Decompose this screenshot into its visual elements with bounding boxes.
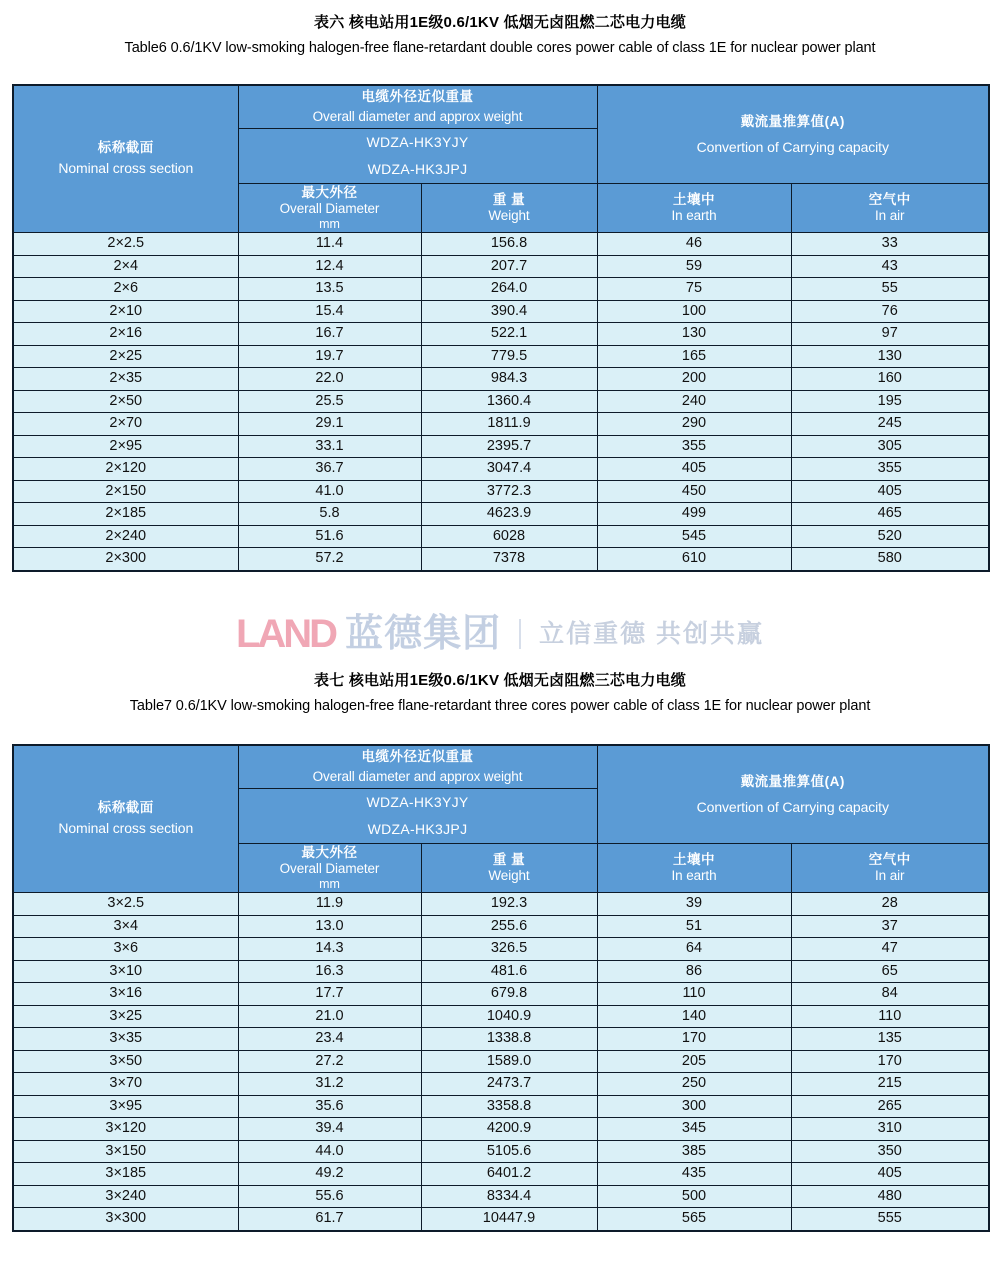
cell-in-earth: 86	[597, 960, 791, 983]
cell-weight: 2473.7	[421, 1073, 597, 1096]
cell-in-earth: 545	[597, 525, 791, 548]
cell-in-earth: 130	[597, 323, 791, 346]
cell-nominal-cross-section: 3×6	[13, 938, 238, 961]
header-diameter-cn: 最大外径	[301, 184, 358, 200]
table-row	[13, 1118, 989, 1141]
cable-table-7	[12, 744, 990, 1232]
header-earth-cn: 土壤中	[673, 852, 715, 868]
header-nominal-en: Nominal cross section	[58, 160, 194, 177]
cell-in-earth: 75	[597, 278, 791, 301]
cell-in-air: 350	[791, 1140, 989, 1163]
header-overall-diameter	[238, 844, 421, 893]
table-row	[13, 1005, 989, 1028]
cell-in-air: 195	[791, 390, 989, 413]
cell-weight: 6028	[421, 525, 597, 548]
header-diameter-unit: mm	[319, 216, 340, 231]
header-nominal-cn: 标称截面	[97, 800, 154, 816]
cell-nominal-cross-section: 3×240	[13, 1185, 238, 1208]
header-model-2: WDZA-HK3JPJ	[367, 821, 468, 837]
header-group-cn: 电缆外径近似重量	[361, 89, 474, 105]
table2-header	[13, 745, 989, 893]
cell-nominal-cross-section: 3×25	[13, 1005, 238, 1028]
header-air-cn: 空气中	[868, 852, 911, 868]
table-row	[13, 893, 989, 916]
cell-nominal-cross-section: 2×300	[13, 548, 238, 571]
cell-nominal-cross-section: 3×50	[13, 1050, 238, 1073]
cell-nominal-cross-section: 3×150	[13, 1140, 238, 1163]
cell-in-air: 215	[791, 1073, 989, 1096]
cell-in-air: 465	[791, 503, 989, 526]
cell-nominal-cross-section: 3×35	[13, 1028, 238, 1051]
cell-in-air: 33	[791, 233, 989, 256]
cell-in-earth: 405	[597, 458, 791, 481]
cell-weight: 984.3	[421, 368, 597, 391]
cell-overall-diameter: 57.2	[238, 548, 421, 571]
land-logo-icon	[236, 614, 501, 654]
table-row	[13, 960, 989, 983]
cell-overall-diameter: 22.0	[238, 368, 421, 391]
table2-title-cn: 表七 核电站用1E级0.6/1KV 低烟无卤阻燃三芯电力电缆	[314, 672, 686, 689]
cell-weight: 3358.8	[421, 1095, 597, 1118]
cell-overall-diameter: 21.0	[238, 1005, 421, 1028]
table-row	[13, 323, 989, 346]
cell-in-air: 480	[791, 1185, 989, 1208]
cell-in-earth: 100	[597, 300, 791, 323]
cell-in-air: 555	[791, 1208, 989, 1231]
cell-in-air: 245	[791, 413, 989, 436]
header-capacity-en: Convertion of Carrying capacity	[696, 138, 889, 155]
cell-weight: 6401.2	[421, 1163, 597, 1186]
cell-weight: 2395.7	[421, 435, 597, 458]
header-capacity-cn: 戴流量推算值(A)	[740, 773, 845, 789]
header-carrying-capacity-group	[597, 85, 989, 184]
cell-overall-diameter: 31.2	[238, 1073, 421, 1096]
header-air-cn: 空气中	[868, 192, 911, 208]
table-row	[13, 983, 989, 1006]
cell-weight: 7378	[421, 548, 597, 571]
cell-overall-diameter: 27.2	[238, 1050, 421, 1073]
header-capacity-en: Convertion of Carrying capacity	[696, 798, 889, 815]
cell-in-air: 355	[791, 458, 989, 481]
header-nominal-en: Nominal cross section	[58, 820, 194, 837]
table1-title-block	[0, 14, 1000, 57]
header-nominal-cross-section	[13, 85, 238, 233]
cell-weight: 3772.3	[421, 480, 597, 503]
header-in-air	[791, 844, 989, 893]
cell-overall-diameter: 11.4	[238, 233, 421, 256]
logo-slogan: 立信重德 共创共赢	[539, 619, 765, 648]
logo-company-name-cn: 蓝德集团	[345, 613, 502, 655]
cell-in-air: 37	[791, 915, 989, 938]
cell-nominal-cross-section: 2×150	[13, 480, 238, 503]
cell-weight: 1811.9	[421, 413, 597, 436]
table-row	[13, 435, 989, 458]
header-air-en: In air	[875, 208, 905, 223]
cell-overall-diameter: 49.2	[238, 1163, 421, 1186]
cell-weight: 522.1	[421, 323, 597, 346]
table1-title-en: Table6 0.6/1KV low-smoking halogen-free flane-retardant double cores power cable of class 1E for nuclear power plant	[124, 40, 876, 56]
cell-overall-diameter: 16.3	[238, 960, 421, 983]
cell-in-earth: 500	[597, 1185, 791, 1208]
cell-nominal-cross-section: 2×6	[13, 278, 238, 301]
cell-weight: 10447.9	[421, 1208, 597, 1231]
table-row	[13, 1140, 989, 1163]
table-row	[13, 1185, 989, 1208]
table2-title-block	[0, 672, 1000, 715]
cell-in-earth: 39	[597, 893, 791, 916]
cell-overall-diameter: 23.4	[238, 1028, 421, 1051]
cell-nominal-cross-section: 3×95	[13, 1095, 238, 1118]
cell-in-air: 43	[791, 255, 989, 278]
cell-in-earth: 170	[597, 1028, 791, 1051]
table-row	[13, 938, 989, 961]
table1-title-cn: 表六 核电站用1E级0.6/1KV 低烟无卤阻燃二芯电力电缆	[314, 14, 686, 31]
table-row	[13, 1073, 989, 1096]
cell-weight: 4623.9	[421, 503, 597, 526]
header-group-cn: 电缆外径近似重量	[361, 749, 474, 765]
cell-in-air: 76	[791, 300, 989, 323]
cell-overall-diameter: 39.4	[238, 1118, 421, 1141]
cell-weight: 207.7	[421, 255, 597, 278]
cell-nominal-cross-section: 2×16	[13, 323, 238, 346]
cell-overall-diameter: 36.7	[238, 458, 421, 481]
header-diameter-unit: mm	[319, 876, 340, 891]
cell-nominal-cross-section: 2×50	[13, 390, 238, 413]
table-row	[13, 413, 989, 436]
cell-overall-diameter: 44.0	[238, 1140, 421, 1163]
logo-divider	[519, 619, 521, 649]
table-row	[13, 300, 989, 323]
table-row	[13, 458, 989, 481]
cell-in-earth: 240	[597, 390, 791, 413]
cell-overall-diameter: 19.7	[238, 345, 421, 368]
cell-in-air: 28	[791, 893, 989, 916]
cell-in-earth: 345	[597, 1118, 791, 1141]
cell-weight: 156.8	[421, 233, 597, 256]
table-row	[13, 480, 989, 503]
cell-nominal-cross-section: 2×4	[13, 255, 238, 278]
table-row	[13, 368, 989, 391]
cell-in-air: 265	[791, 1095, 989, 1118]
cell-weight: 1040.9	[421, 1005, 597, 1028]
header-overall-diameter-weight-group	[238, 85, 597, 129]
header-weight-en: Weight	[488, 208, 530, 223]
cell-in-earth: 499	[597, 503, 791, 526]
table-row	[13, 1095, 989, 1118]
header-earth-en: In earth	[671, 868, 717, 883]
cell-overall-diameter: 11.9	[238, 893, 421, 916]
cell-nominal-cross-section: 2×70	[13, 413, 238, 436]
header-diameter-en: Overall Diameter	[279, 200, 380, 216]
cell-overall-diameter: 13.5	[238, 278, 421, 301]
table1-header	[13, 85, 989, 233]
header-weight	[421, 184, 597, 233]
cell-weight: 192.3	[421, 893, 597, 916]
cell-overall-diameter: 12.4	[238, 255, 421, 278]
table-row	[13, 503, 989, 526]
header-in-earth	[597, 184, 791, 233]
cell-in-air: 55	[791, 278, 989, 301]
cell-overall-diameter: 61.7	[238, 1208, 421, 1231]
cell-overall-diameter: 29.1	[238, 413, 421, 436]
cell-in-earth: 610	[597, 548, 791, 571]
header-weight-cn: 重 量	[492, 852, 526, 868]
header-capacity-cn: 戴流量推算值(A)	[740, 113, 845, 129]
cell-in-earth: 450	[597, 480, 791, 503]
table-row	[13, 345, 989, 368]
table-row	[13, 1050, 989, 1073]
header-earth-en: In earth	[671, 208, 717, 223]
table2-body	[13, 893, 989, 1231]
cell-nominal-cross-section: 2×120	[13, 458, 238, 481]
header-air-en: In air	[875, 868, 905, 883]
header-carrying-capacity-group	[597, 745, 989, 844]
cell-weight: 390.4	[421, 300, 597, 323]
cell-overall-diameter: 51.6	[238, 525, 421, 548]
cell-in-air: 97	[791, 323, 989, 346]
cell-in-earth: 385	[597, 1140, 791, 1163]
header-weight-en: Weight	[488, 868, 530, 883]
cell-overall-diameter: 25.5	[238, 390, 421, 413]
table1-body	[13, 233, 989, 571]
cell-nominal-cross-section: 2×185	[13, 503, 238, 526]
cell-in-earth: 435	[597, 1163, 791, 1186]
cell-nominal-cross-section: 3×120	[13, 1118, 238, 1141]
header-diameter-cn: 最大外径	[301, 844, 358, 860]
cell-overall-diameter: 16.7	[238, 323, 421, 346]
header-weight-cn: 重 量	[492, 192, 526, 208]
cell-nominal-cross-section: 3×4	[13, 915, 238, 938]
cell-in-air: 47	[791, 938, 989, 961]
cell-overall-diameter: 55.6	[238, 1185, 421, 1208]
table2-title-en: Table7 0.6/1KV low-smoking halogen-free flane-retardant three cores power cable of class 1E for nuclear power plant	[129, 698, 871, 714]
cell-in-earth: 46	[597, 233, 791, 256]
cell-in-air: 135	[791, 1028, 989, 1051]
cell-nominal-cross-section: 2×240	[13, 525, 238, 548]
cell-in-earth: 165	[597, 345, 791, 368]
cell-in-earth: 64	[597, 938, 791, 961]
company-watermark	[0, 606, 1000, 662]
cell-overall-diameter: 15.4	[238, 300, 421, 323]
cell-in-earth: 110	[597, 983, 791, 1006]
header-earth-cn: 土壤中	[673, 192, 715, 208]
cell-in-air: 160	[791, 368, 989, 391]
cell-in-earth: 200	[597, 368, 791, 391]
logo-wordmark: LAND	[235, 612, 336, 656]
cell-in-air: 310	[791, 1118, 989, 1141]
header-group-en: Overall diameter and approx weight	[312, 769, 523, 784]
cell-in-earth: 205	[597, 1050, 791, 1073]
cell-weight: 779.5	[421, 345, 597, 368]
header-diameter-en: Overall Diameter	[279, 860, 380, 876]
cell-in-earth: 51	[597, 915, 791, 938]
cell-in-air: 580	[791, 548, 989, 571]
table-row	[13, 548, 989, 571]
cell-nominal-cross-section: 3×185	[13, 1163, 238, 1186]
cell-nominal-cross-section: 2×35	[13, 368, 238, 391]
cell-in-earth: 565	[597, 1208, 791, 1231]
header-weight	[421, 844, 597, 893]
cell-weight: 8334.4	[421, 1185, 597, 1208]
cell-weight: 264.0	[421, 278, 597, 301]
table-row	[13, 278, 989, 301]
cell-in-air: 110	[791, 1005, 989, 1028]
table2-header-row-1	[13, 745, 989, 789]
cell-in-air: 520	[791, 525, 989, 548]
cell-weight: 255.6	[421, 915, 597, 938]
cell-weight: 679.8	[421, 983, 597, 1006]
cell-in-air: 130	[791, 345, 989, 368]
cell-overall-diameter: 41.0	[238, 480, 421, 503]
table-row	[13, 390, 989, 413]
cell-nominal-cross-section: 3×2.5	[13, 893, 238, 916]
cable-table-6	[12, 84, 990, 572]
cell-overall-diameter: 5.8	[238, 503, 421, 526]
cell-nominal-cross-section: 2×10	[13, 300, 238, 323]
header-nominal-cross-section	[13, 745, 238, 893]
header-model-2: WDZA-HK3JPJ	[367, 161, 468, 177]
table1-header-row-1	[13, 85, 989, 129]
header-model-codes	[238, 129, 597, 184]
cell-in-earth: 290	[597, 413, 791, 436]
cell-weight: 5105.6	[421, 1140, 597, 1163]
cell-overall-diameter: 13.0	[238, 915, 421, 938]
cell-weight: 1589.0	[421, 1050, 597, 1073]
cell-in-earth: 59	[597, 255, 791, 278]
cell-nominal-cross-section: 3×300	[13, 1208, 238, 1231]
cell-overall-diameter: 35.6	[238, 1095, 421, 1118]
cell-weight: 4200.9	[421, 1118, 597, 1141]
header-in-earth	[597, 844, 791, 893]
header-model-1: WDZA-HK3YJY	[366, 794, 469, 811]
cell-nominal-cross-section: 3×10	[13, 960, 238, 983]
cell-nominal-cross-section: 2×25	[13, 345, 238, 368]
cell-in-earth: 355	[597, 435, 791, 458]
cell-weight: 3047.4	[421, 458, 597, 481]
cell-in-air: 305	[791, 435, 989, 458]
cell-in-earth: 300	[597, 1095, 791, 1118]
table-row	[13, 1208, 989, 1231]
table-row	[13, 255, 989, 278]
table-row	[13, 1028, 989, 1051]
header-group-en: Overall diameter and approx weight	[312, 109, 523, 124]
header-in-air	[791, 184, 989, 233]
cell-nominal-cross-section: 3×16	[13, 983, 238, 1006]
cell-weight: 481.6	[421, 960, 597, 983]
cell-weight: 1360.4	[421, 390, 597, 413]
cell-nominal-cross-section: 2×2.5	[13, 233, 238, 256]
cell-nominal-cross-section: 2×95	[13, 435, 238, 458]
cell-in-earth: 250	[597, 1073, 791, 1096]
cell-weight: 1338.8	[421, 1028, 597, 1051]
table-row	[13, 915, 989, 938]
cell-overall-diameter: 14.3	[238, 938, 421, 961]
table-row	[13, 525, 989, 548]
header-nominal-cn: 标称截面	[97, 140, 154, 156]
cell-in-air: 65	[791, 960, 989, 983]
cell-overall-diameter: 33.1	[238, 435, 421, 458]
cell-nominal-cross-section: 3×70	[13, 1073, 238, 1096]
header-overall-diameter-weight-group	[238, 745, 597, 789]
cell-in-air: 405	[791, 480, 989, 503]
header-overall-diameter	[238, 184, 421, 233]
header-model-codes	[238, 789, 597, 844]
cell-in-air: 170	[791, 1050, 989, 1073]
cell-weight: 326.5	[421, 938, 597, 961]
table-row	[13, 233, 989, 256]
header-model-1: WDZA-HK3YJY	[366, 134, 469, 151]
cell-overall-diameter: 17.7	[238, 983, 421, 1006]
table-row	[13, 1163, 989, 1186]
cell-in-air: 84	[791, 983, 989, 1006]
cell-in-air: 405	[791, 1163, 989, 1186]
cell-in-earth: 140	[597, 1005, 791, 1028]
